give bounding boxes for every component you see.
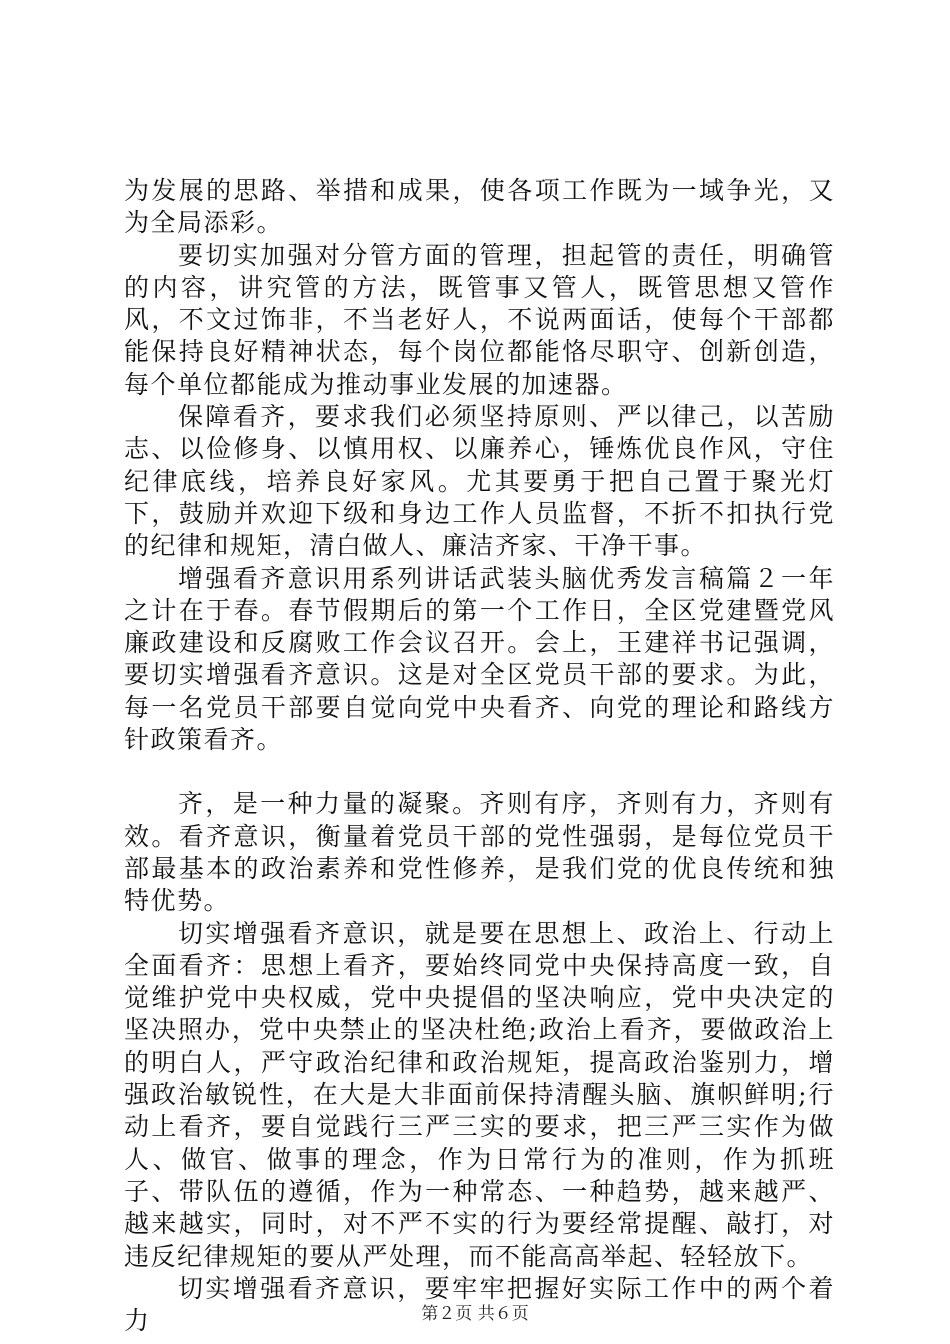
paragraph-1: 为发展的思路、举措和成果，使各项工作既为一域争光，又为全局添彩。 bbox=[124, 176, 835, 238]
paragraph-2: 要切实加强对分管方面的管理，担起管的责任，明确管的内容，讲究管的方法，既管事又管人，既管思想又管作风，不文过饰非，不当老好人，不说两面话，使每个干部都能保持良好精神状态，每个岗位都能恪尽职守、创新创造，每个单位都能成为推动事业发展的加速器。 bbox=[124, 240, 835, 399]
paragraph-7: 切实增强看齐意识，要牢牢把握好实际工作中的两个着力 bbox=[124, 1273, 835, 1336]
paragraph-5: 齐，是一种力量的凝聚。齐则有序，齐则有力，齐则有效。看齐意识，衡量着党员干部的党性强弱，是每位党员干部最基本的政治素养和党性修养，是我们党的优良传统和独特优势。 bbox=[124, 789, 835, 916]
paragraph-6: 切实增强看齐意识，就是要在思想上、政治上、行动上全面看齐：思想上看齐，要始终同党中央保持高度一致，自觉维护党中央权威，党中央提倡的坚决响应，党中央决定的坚决照办，党中央禁止的坚决杜绝;政治上看齐，要做政治上的明白人，严守政治纪律和政治规矩，提高政治鉴别力，增强政治敏锐性，在大是大非面前保持清醒头脑、旗帜鲜明;行动上看齐，要自觉践行三严三实的要求，把三严三实作为做人、做官、做事的理念，作为日常行为的准则，作为抓班子、带队伍的遵循，作为一种常态、一种趋势，越来越严、越来越实，同时，对不严不实的行为要经常提醒、敲打，对违反纪律规矩的要从严处理，而不能高高举起、轻轻放下。 bbox=[124, 918, 835, 1271]
page-number-footer: 第２页 共６页 bbox=[421, 1304, 529, 1324]
paragraph-4: 增强看齐意识用系列讲话武装头脑优秀发言稿篇２一年之计在于春。春节假期后的第一个工作日，全区党建暨党风廉政建设和反腐败工作会议召开。会上，王建祥书记强调，要切实增强看齐意识。这是对全区党员干部的要求。为此，每一名党员干部要自觉向党中央看齐、向党的理论和路线方针政策看齐。 bbox=[124, 563, 835, 755]
document-body bbox=[124, 175, 835, 1337]
paragraph-3: 保障看齐，要求我们必须坚持原则、严以律己，以苦励志、以俭修身、以慎用权、以廉养心，锤炼优良作风，守住纪律底线，培养良好家风。尤其要勇于把自己置于聚光灯下，鼓励并欢迎下级和身边工作人员监督，不折不扣执行党的纪律和规矩，清白做人、廉洁齐家、干净干事。 bbox=[124, 402, 835, 561]
